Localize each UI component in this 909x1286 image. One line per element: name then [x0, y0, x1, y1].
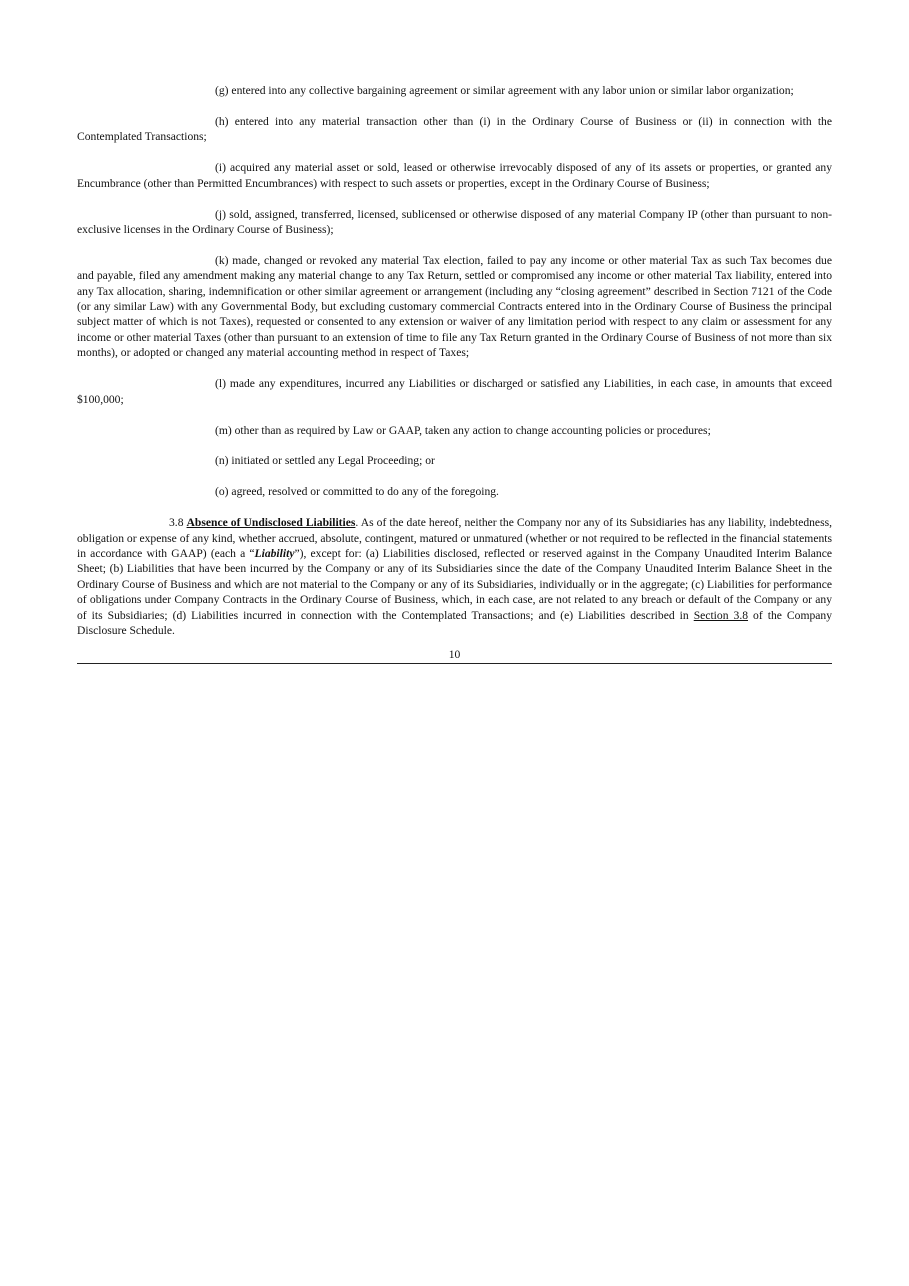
footer-rule	[77, 663, 832, 664]
section-3-8	[77, 515, 832, 638]
clause-k: (k) made, changed or revoked any material Tax election, failed to pay any income or other material Tax as such Tax becomes due and payable, filed any amendment making any material change to any Tax Return, settled or compromised any income or other material Tax liability, entered into any Tax allocation, sharing, indemnification or other similar agreement or arrangement (including any “closing agreement” described in Section 7121 of the Code (or any similar Law) with any Governmental Body, but excluding customary commercial Contracts entered into in the Ordinary Course of Business the principal subject matter of which is not Taxes), requested or consented to any extension or waiver of any limitation period with respect to any claim or assessment for any income or other material Taxes (other than pursuant to an extension of time to file any Tax Return granted in the Ordinary Course of Business of not more than six months), or adopted or changed any material accounting method in respect of Taxes;	[77, 253, 832, 360]
clause-n: (n) initiated or settled any Legal Proceeding; or	[215, 454, 435, 468]
page-number: 10	[448, 648, 461, 662]
section-number: 3.8	[169, 516, 187, 530]
clause-h: (h) entered into any material transaction other than (i) in the Ordinary Course of Business or (ii) in connection with the Contemplated Transactions;	[77, 114, 832, 144]
document-page	[77, 83, 832, 664]
clause-m: (m) other than as required by Law or GAAP, taken any action to change accounting policies or procedures;	[215, 423, 711, 437]
clause-g: (g) entered into any collective bargaining agreement or similar agreement with any labor union or similar labor organization;	[215, 84, 794, 97]
clause-i: (i) acquired any material asset or sold, leased or otherwise irrevocably disposed of any of its assets or properties, or granted any Encumbrance (other than Permitted Encumbrances) with respect to such assets or properties, except in the Ordinary Course of Business;	[77, 161, 832, 190]
section-text-1: . As of the date hereof, neither the Company nor any of its Subsidiaries has any liability, indebtedness, obligation or expense of any kind, whether accrued, absolute, contingent, matured or unmatured (whether or not required to be reflected in the financial statements in accordance with GAAP) (each a “	[77, 516, 833, 561]
clause-j: (j) sold, assigned, transferred, licensed, sublicensed or otherwise disposed of any material Company IP (other than pursuant to non-exclusive licenses in the Ordinary Course of Business);	[77, 207, 832, 236]
section-text-2: ”), except for: (a) Liabilities disclosed, reflected or reserved against in the Company Unaudited Interim Balance Sheet; (b) Liabilities that have been incurred by the Company or any of its Subsidiaries since the date of the Company Unaudited Interim Balance Sheet in the Ordinary Course of Business and which are not material to the Company or any of its Subsidiaries, individually or in the aggregate; (c) Liabilities for performance of obligations under Company Contracts in the Ordinary Course of Business, which, in each case, are not related to any breach or default of the Company or any of its Subsidiaries; (d) Liabilities incurred in connection with the Contemplated Transactions; and (e) Liabilities described in	[77, 547, 832, 622]
section-heading: Absence of Undisclosed Liabilities	[186, 516, 356, 530]
clause-o: (o) agreed, resolved or committed to do any of the foregoing.	[215, 485, 499, 499]
cross-reference-section-3-8: Section 3.8	[693, 608, 749, 622]
clause-l: (l) made any expenditures, incurred any Liabilities or discharged or satisfied any Liabilities, in each case, in amounts that exceed $100,000;	[77, 377, 832, 406]
defined-term-liability: Liability	[254, 547, 295, 561]
section-text-3: of the Company Disclosure Schedule.	[77, 608, 833, 638]
